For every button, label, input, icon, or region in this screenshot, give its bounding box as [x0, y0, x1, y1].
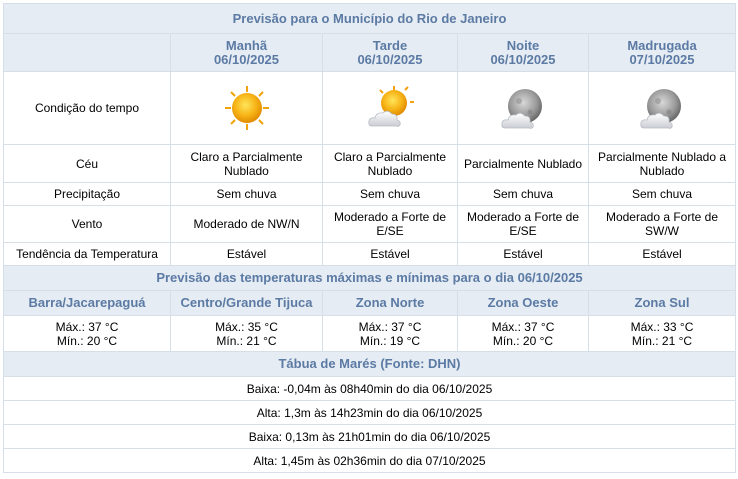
- tide-row: Baixa: 0,13m às 21h01min do dia 06/10/2025: [4, 425, 735, 448]
- temp-min: Mín.: 21 °C: [216, 333, 277, 348]
- wind-cell: Moderado de NW/N: [171, 206, 322, 242]
- tide-row: Baixa: -0,04m às 08h40min do dia 06/10/2025: [4, 377, 735, 400]
- forecast-table: [3, 3, 736, 473]
- tide-row: Alta: 1,45m às 02h36min do dia 07/10/2025: [4, 449, 735, 472]
- zone-temps: [323, 316, 457, 351]
- period-date: 06/10/2025: [357, 51, 423, 67]
- zone-temps: [458, 316, 588, 351]
- moon-cloud-icon: [499, 84, 547, 132]
- trend-cell: Estável: [171, 243, 322, 265]
- row-label-condition: Condição do tempo: [4, 72, 170, 144]
- temp-max: Máx.: 35 °C: [215, 319, 278, 334]
- sky-cell: Claro a Parcialmente Nublado: [323, 145, 457, 182]
- period-date: 07/10/2025: [629, 51, 695, 67]
- temp-max: Máx.: 37 °C: [491, 319, 555, 334]
- corner-cell: [4, 34, 170, 71]
- zone-header: Zona Oeste: [458, 291, 588, 315]
- rain-cell: Sem chuva: [171, 183, 322, 205]
- temp-max: Máx.: 37 °C: [55, 319, 119, 334]
- temp-min: Mín.: 21 °C: [631, 333, 693, 348]
- tide-row: Alta: 1,3m às 14h23min do dia 06/10/2025: [4, 401, 735, 424]
- condition-cell: [171, 72, 322, 144]
- period-header: [589, 34, 735, 71]
- zone-temps: [589, 316, 735, 351]
- rain-cell: Sem chuva: [323, 183, 457, 205]
- zone-temps: [4, 316, 170, 351]
- period-date: 06/10/2025: [213, 51, 280, 67]
- row-label-wind: Vento: [4, 206, 170, 242]
- zone-temps: [171, 316, 322, 351]
- period-header: [458, 34, 588, 71]
- trend-cell: Estável: [589, 243, 735, 265]
- period-name: Noite: [506, 37, 540, 53]
- page-title: Previsão para o Município do Rio de Janeiro: [4, 4, 735, 33]
- temp-min: Mín.: 20 °C: [56, 333, 118, 348]
- sky-cell: Claro a Parcialmente Nublado: [171, 145, 322, 182]
- sky-cell: Parcialmente Nublado a Nublado: [589, 145, 735, 182]
- moon-cloud-icon: [638, 84, 686, 132]
- sun-icon: [223, 84, 271, 132]
- condition-cell: [323, 72, 457, 144]
- rain-cell: Sem chuva: [458, 183, 588, 205]
- temp-min: Mín.: 20 °C: [492, 333, 554, 348]
- temp-max: Máx.: 37 °C: [358, 319, 422, 334]
- rain-cell: Sem chuva: [589, 183, 735, 205]
- zone-header: Zona Norte: [323, 291, 457, 315]
- temp-max: Máx.: 33 °C: [630, 319, 694, 334]
- wind-cell: Moderado a Forte de E/SE: [323, 206, 457, 242]
- row-label-sky: Céu: [4, 145, 170, 182]
- period-header: [323, 34, 457, 71]
- trend-cell: Estável: [458, 243, 588, 265]
- sky-cell: Parcialmente Nublado: [458, 145, 588, 182]
- condition-cell: [458, 72, 588, 144]
- sun-cloud-icon: [366, 84, 414, 132]
- row-label-trend: Tendência da Temperatura: [4, 243, 170, 265]
- zone-header: Barra/Jacarepaguá: [4, 291, 170, 315]
- wind-cell: Moderado a Forte de SW/W: [589, 206, 735, 242]
- temp-min: Mín.: 19 °C: [359, 333, 421, 348]
- period-name: Manhã: [225, 37, 268, 53]
- period-name: Madrugada: [627, 37, 697, 53]
- period-name: Tarde: [372, 37, 408, 53]
- period-header: [171, 34, 322, 71]
- trend-cell: Estável: [323, 243, 457, 265]
- zone-header: Centro/Grande Tijuca: [171, 291, 322, 315]
- tides-title: Tábua de Marés (Fonte: DHN): [4, 352, 735, 376]
- period-date: 06/10/2025: [490, 51, 556, 67]
- condition-cell: [589, 72, 735, 144]
- wind-cell: Moderado a Forte de E/SE: [458, 206, 588, 242]
- temps-title: Previsão das temperaturas máximas e mínimas para o dia 06/10/2025: [4, 266, 735, 290]
- row-label-rain: Precipitação: [4, 183, 170, 205]
- zone-header: Zona Sul: [589, 291, 735, 315]
